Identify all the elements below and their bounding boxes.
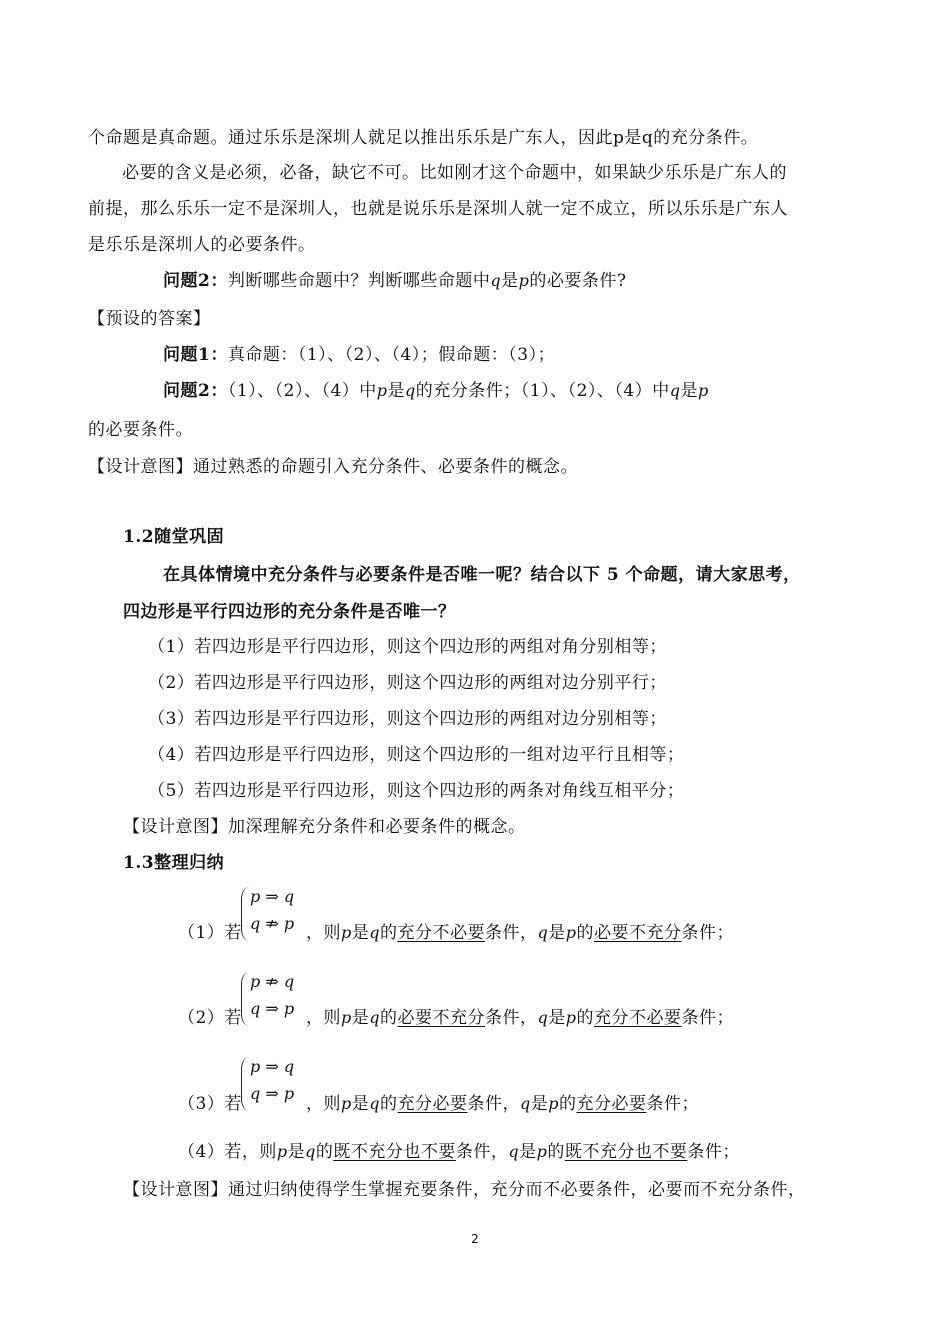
math-variable: p [376, 381, 388, 400]
intent-text: 加深理解充分条件和必要条件的概念。 [228, 817, 526, 837]
answer-1 [163, 343, 555, 367]
case-text: 条件， [485, 923, 538, 943]
underlined-answer: 充分必要 [397, 1094, 468, 1114]
underlined-answer: 必要不充分 [594, 923, 682, 943]
brace-symbol [241, 887, 250, 941]
paragraph-line: 前提，那么乐乐一定不是深圳人，也就是说乐乐是深圳人就一定不成立，所以乐乐是广东人 [88, 199, 788, 219]
case-text: 是 [519, 1142, 537, 1162]
answer-label: 问题1： [163, 345, 228, 365]
case-text: 的 [380, 1094, 398, 1114]
underlined-answer: 充分必要 [576, 1094, 647, 1114]
underlined-answer: 必要不充分 [397, 1008, 485, 1028]
list-item: （1）若四边形是平行四边形，则这个四边形的两组对角分别相等； [148, 637, 667, 657]
math-variable: q [369, 923, 380, 942]
math-variable: p [341, 1094, 352, 1113]
case-prefix: （1）若 [178, 923, 242, 943]
math-variable: q [537, 1008, 549, 1027]
question-text: 的必要条件? [529, 271, 627, 291]
case-text: ，则 [306, 1094, 341, 1114]
page-number: 2 [471, 1232, 479, 1246]
case-text: 条件， [485, 1008, 538, 1028]
math-variable: q [369, 1008, 380, 1027]
case-text: 是 [351, 1094, 370, 1114]
case-text: ，则 [306, 1008, 341, 1028]
answer-text: 的充分条件；（1）、（2）、（4）中 [415, 381, 670, 401]
brace-symbol [241, 972, 250, 1026]
math-variable: q [369, 1094, 380, 1113]
implication-row: p ⇏ q [250, 972, 295, 991]
case-prefix: （4）若，则 [178, 1142, 277, 1162]
math-variable: p [548, 1094, 559, 1113]
question-label: 问题2： [163, 271, 228, 291]
implication-row: p ⇒ q [250, 1057, 295, 1076]
case-statement [178, 1140, 740, 1164]
math-variable: p [565, 923, 577, 942]
math-variable: p [276, 1142, 288, 1161]
case-text: 的 [380, 923, 398, 943]
case-prefix: （3）若 [178, 1094, 242, 1114]
case-text: 是 [351, 1008, 370, 1028]
underlined-answer: 充分不必要 [397, 923, 485, 943]
list-item: （5）若四边形是平行四边形，则这个四边形的两条对角线互相平分； [148, 781, 685, 801]
answer-text: 真命题：（1）、（2）、（4）；假命题：（3）； [227, 345, 556, 365]
intent-label: 【设计意图】 [88, 457, 193, 477]
case-text: 的 [576, 1008, 594, 1028]
underlined-answer: 充分不必要 [594, 1008, 682, 1028]
answer-2-continued: 的必要条件。 [88, 420, 193, 440]
question-text: 判断哪些命题中？判断哪些命题中 [227, 271, 491, 291]
math-variable: p [565, 1008, 577, 1027]
answers-heading: 【预设的答案】 [88, 309, 211, 329]
math-variable: q [520, 1094, 531, 1113]
implication-row: p ⇒ q [250, 887, 295, 906]
section-title: 1.2随堂巩固 [123, 527, 225, 547]
brace-symbol [241, 1057, 250, 1111]
case-text: 的 [380, 1008, 398, 1028]
case-text: 条件， [467, 1094, 520, 1114]
case-text: 是 [530, 1094, 549, 1114]
case-text: 的 [547, 1142, 565, 1162]
underlined-answer: 既不充分也不要 [564, 1142, 688, 1162]
case-statement [306, 1006, 734, 1030]
answer-text: 是 [680, 381, 698, 401]
answer-2 [163, 379, 709, 403]
math-variable: p [698, 381, 709, 400]
implication-row: q ⇒ p [250, 999, 295, 1018]
math-variable: q [508, 1142, 520, 1161]
math-variable: q [405, 381, 416, 400]
intent-label: 【设计意图】 [123, 1180, 228, 1200]
case-text: 条件， [455, 1142, 509, 1162]
section-question-line: 在具体情境中充分条件与必要条件是否唯一呢？结合以下 5 个命题，请大家思考， [163, 565, 801, 585]
case-text: 的 [576, 923, 594, 943]
section-question-line: 四边形是平行四边形的充分条件是否唯一？ [123, 602, 456, 622]
case-text: 条件； [681, 923, 734, 943]
paragraph-line: 必要的含义是必须，必备，缺它不可。比如刚才这个命题中，如果缺少乐乐是广东人的 [122, 163, 787, 183]
underlined-answer: 既不充分也不要 [333, 1142, 456, 1162]
math-variable: p [536, 1142, 548, 1161]
case-text: 条件； [646, 1094, 699, 1114]
math-variable: p [341, 923, 352, 942]
question-2 [163, 269, 626, 293]
math-variable: q [490, 271, 502, 290]
math-variable: p [518, 271, 530, 290]
implication-row: q ⇒ p [250, 1084, 295, 1103]
implication-row: q ⇏ p [250, 914, 295, 933]
math-variable: q [537, 923, 549, 942]
case-text: 是 [548, 1008, 566, 1028]
case-statement [306, 1092, 699, 1116]
list-item: （4）若四边形是平行四边形，则这个四边形的一组对边平行且相等； [148, 745, 685, 765]
case-text: 是 [548, 923, 566, 943]
design-intent [123, 815, 526, 839]
paragraph-line: 个命题是真命题。通过乐乐是深圳人就足以推出乐乐是广东人，因此p是q的充分条件。 [88, 128, 759, 148]
section-title: 1.3整理归纳 [123, 853, 225, 873]
math-variable: q [305, 1142, 316, 1161]
intent-text: 通过归纳使得学生掌握充要条件，充分而不必要条件，必要而不充分条件， [228, 1180, 806, 1200]
design-intent [123, 1178, 806, 1202]
case-text: 的 [315, 1142, 334, 1162]
list-item: （2）若四边形是平行四边形，则这个四边形的两组对边分别平行； [148, 673, 667, 693]
case-text: 是 [287, 1142, 306, 1162]
case-prefix: （2）若 [178, 1008, 242, 1028]
case-statement [306, 921, 734, 945]
math-variable: q [669, 381, 681, 400]
case-text: ，则 [306, 923, 341, 943]
answer-label: 问题2： [163, 381, 228, 401]
case-text: 条件； [681, 1008, 734, 1028]
list-item: （3）若四边形是平行四边形，则这个四边形的两组对边分别相等； [148, 709, 667, 729]
question-text: 是 [501, 271, 519, 291]
intent-text: 通过熟悉的命题引入充分条件、必要条件的概念。 [193, 457, 578, 477]
case-text: 的 [559, 1094, 577, 1114]
case-text: 条件； [687, 1142, 740, 1162]
intent-label: 【设计意图】 [123, 817, 228, 837]
math-variable: p [341, 1008, 352, 1027]
case-text: 是 [351, 923, 370, 943]
design-intent [88, 455, 578, 479]
paragraph-line: 是乐乐是深圳人的必要条件。 [88, 235, 316, 255]
answer-text: 是 [387, 381, 406, 401]
answer-text: （1）、（2）、（4）中 [227, 381, 377, 401]
